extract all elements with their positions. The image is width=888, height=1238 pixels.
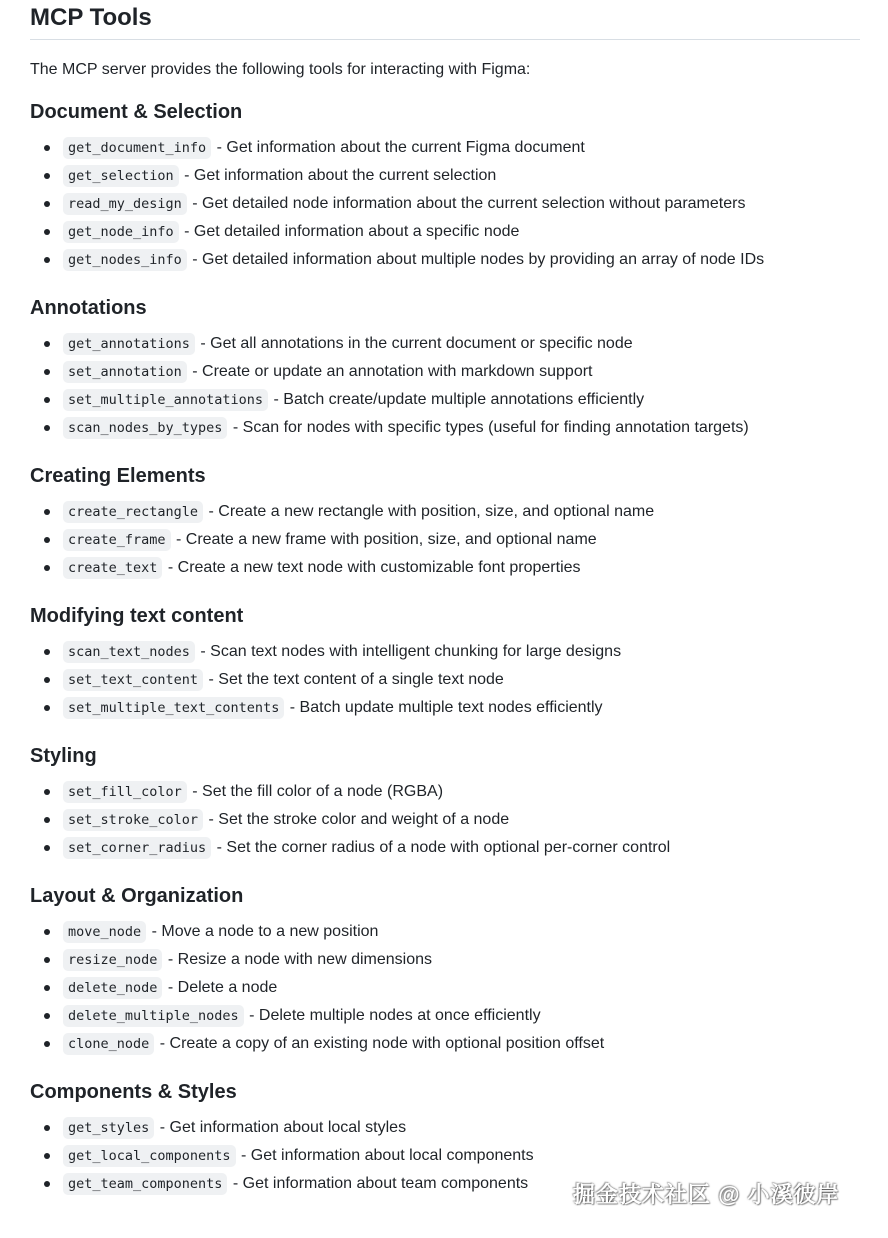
tool-description: - Get information about local styles	[159, 1119, 407, 1136]
tool-description: - Get information about the current selection	[184, 167, 497, 184]
bullet-icon	[44, 1153, 50, 1159]
tool-list-item	[30, 218, 860, 246]
bullet-icon	[44, 369, 50, 375]
tool-list-item	[30, 386, 860, 414]
tool-list-item	[30, 806, 860, 834]
tool-description: - Create or update an annotation with markdown support	[192, 363, 593, 380]
tool-description: - Get detailed information about multiple nodes by providing an array of node IDs	[192, 251, 765, 268]
watermark: 掘金技术社区 @ 小溪彼岸	[573, 1182, 840, 1207]
bullet-icon	[44, 649, 50, 655]
bullet-icon	[44, 173, 50, 179]
tool-list-item	[30, 974, 860, 1002]
bullet-icon	[44, 537, 50, 543]
tool-name: resize_node	[63, 949, 162, 971]
tool-description: - Get detailed node information about the current selection without parameters	[192, 195, 746, 212]
tool-list-item	[30, 134, 860, 162]
tool-name: get_document_info	[63, 137, 211, 159]
tool-description: - Create a copy of an existing node with optional position offset	[159, 1035, 605, 1052]
tool-list-item	[30, 946, 860, 974]
bullet-icon	[44, 509, 50, 515]
tool-description: - Set the fill color of a node (RGBA)	[192, 783, 444, 800]
tool-list-item	[30, 918, 860, 946]
bullet-icon	[44, 229, 50, 235]
bullet-icon	[44, 1013, 50, 1019]
tool-list-item	[30, 358, 860, 386]
section-heading: Styling	[30, 745, 97, 767]
section-modifying-text-content	[30, 603, 860, 722]
tool-name: set_corner_radius	[63, 837, 211, 859]
tool-name: move_node	[63, 921, 146, 943]
tool-list-item	[30, 1002, 860, 1030]
tool-sections	[30, 99, 860, 1198]
tool-description: - Get information about local components	[241, 1147, 534, 1164]
section-heading: Annotations	[30, 297, 147, 319]
tool-description: - Get information about the current Figma document	[216, 139, 585, 156]
bullet-icon	[44, 201, 50, 207]
page-title: MCP Tools	[30, 0, 860, 40]
bullet-icon	[44, 957, 50, 963]
section-heading: Document & Selection	[30, 101, 243, 123]
tool-name: get_nodes_info	[63, 249, 187, 271]
tool-description: - Scan for nodes with specific types (useful for finding annotation targets)	[232, 419, 749, 436]
tool-description: - Scan text nodes with intelligent chunking for large designs	[200, 643, 622, 660]
tool-list-item	[30, 246, 860, 274]
bullet-icon	[44, 1041, 50, 1047]
tool-description: - Batch create/update multiple annotations efficiently	[273, 391, 645, 408]
tool-list-item	[30, 554, 860, 582]
tool-list	[30, 778, 860, 862]
tool-name: create_text	[63, 557, 162, 579]
tool-name: get_node_info	[63, 221, 179, 243]
tool-name: set_multiple_text_contents	[63, 697, 284, 719]
tool-name: scan_nodes_by_types	[63, 417, 227, 439]
tool-name: create_rectangle	[63, 501, 203, 523]
tool-list-item	[30, 834, 860, 862]
tool-description: - Create a new frame with position, size, and optional name	[176, 531, 597, 548]
tool-description: - Set the stroke color and weight of a node	[208, 811, 510, 828]
tool-description: - Move a node to a new position	[151, 923, 379, 940]
tool-name: set_stroke_color	[63, 809, 203, 831]
tool-list-item	[30, 162, 860, 190]
tool-list-item	[30, 190, 860, 218]
bullet-icon	[44, 929, 50, 935]
tool-name: scan_text_nodes	[63, 641, 195, 663]
tool-description: - Get information about team components	[232, 1175, 529, 1192]
intro-paragraph: The MCP server provides the following tools for interacting with Figma:	[30, 61, 531, 78]
tool-name: set_text_content	[63, 669, 203, 691]
tool-name: create_frame	[63, 529, 171, 551]
tool-name: read_my_design	[63, 193, 187, 215]
bullet-icon	[44, 845, 50, 851]
tool-description: - Resize a node with new dimensions	[167, 951, 432, 968]
tool-list-item	[30, 498, 860, 526]
tool-description: - Delete multiple nodes at once efficiently	[249, 1007, 541, 1024]
bullet-icon	[44, 677, 50, 683]
tool-list-item	[30, 1114, 860, 1142]
bullet-icon	[44, 1125, 50, 1131]
bullet-icon	[44, 565, 50, 571]
tool-description: - Set the text content of a single text node	[208, 671, 504, 688]
section-annotations	[30, 295, 860, 442]
tool-list-item	[30, 778, 860, 806]
section-document-selection	[30, 99, 860, 274]
tool-description: - Get detailed information about a specific node	[184, 223, 520, 240]
bullet-icon	[44, 425, 50, 431]
section-heading: Components & Styles	[30, 1081, 237, 1103]
tool-name: get_styles	[63, 1117, 154, 1139]
tool-name: delete_node	[63, 977, 162, 999]
tool-list-item	[30, 1030, 860, 1058]
tool-list-item	[30, 1142, 860, 1170]
bullet-icon	[44, 341, 50, 347]
tool-description: - Create a new text node with customizable font properties	[167, 559, 581, 576]
tool-description: - Set the corner radius of a node with optional per-corner control	[216, 839, 671, 856]
tool-name: clone_node	[63, 1033, 154, 1055]
tool-name: delete_multiple_nodes	[63, 1005, 244, 1027]
tool-name: get_annotations	[63, 333, 195, 355]
bullet-icon	[44, 1181, 50, 1187]
bullet-icon	[44, 817, 50, 823]
section-heading: Layout & Organization	[30, 885, 244, 907]
section-layout-organization	[30, 883, 860, 1058]
section-creating-elements	[30, 463, 860, 582]
tool-list-item	[30, 414, 860, 442]
tool-list	[30, 498, 860, 582]
tool-list-item	[30, 694, 860, 722]
bullet-icon	[44, 985, 50, 991]
markdown-body	[30, 0, 860, 1198]
tool-list	[30, 134, 860, 274]
tool-description: - Get all annotations in the current document or specific node	[200, 335, 633, 352]
tool-list-item	[30, 526, 860, 554]
tool-name: set_fill_color	[63, 781, 187, 803]
tool-name: get_team_components	[63, 1173, 227, 1195]
section-heading: Creating Elements	[30, 465, 206, 487]
tool-name: get_local_components	[63, 1145, 236, 1167]
tool-description: - Delete a node	[167, 979, 278, 996]
section-heading: Modifying text content	[30, 605, 244, 627]
bullet-icon	[44, 397, 50, 403]
tool-list	[30, 918, 860, 1058]
bullet-icon	[44, 145, 50, 151]
bullet-icon	[44, 705, 50, 711]
section-styling	[30, 743, 860, 862]
tool-list	[30, 330, 860, 442]
bullet-icon	[44, 789, 50, 795]
bullet-icon	[44, 257, 50, 263]
tool-name: set_multiple_annotations	[63, 389, 268, 411]
tool-list-item	[30, 638, 860, 666]
tool-name: get_selection	[63, 165, 179, 187]
tool-list-item	[30, 666, 860, 694]
tool-list-item	[30, 330, 860, 358]
tool-description: - Batch update multiple text nodes efficiently	[289, 699, 603, 716]
tool-description: - Create a new rectangle with position, size, and optional name	[208, 503, 655, 520]
tool-list	[30, 638, 860, 722]
tool-name: set_annotation	[63, 361, 187, 383]
